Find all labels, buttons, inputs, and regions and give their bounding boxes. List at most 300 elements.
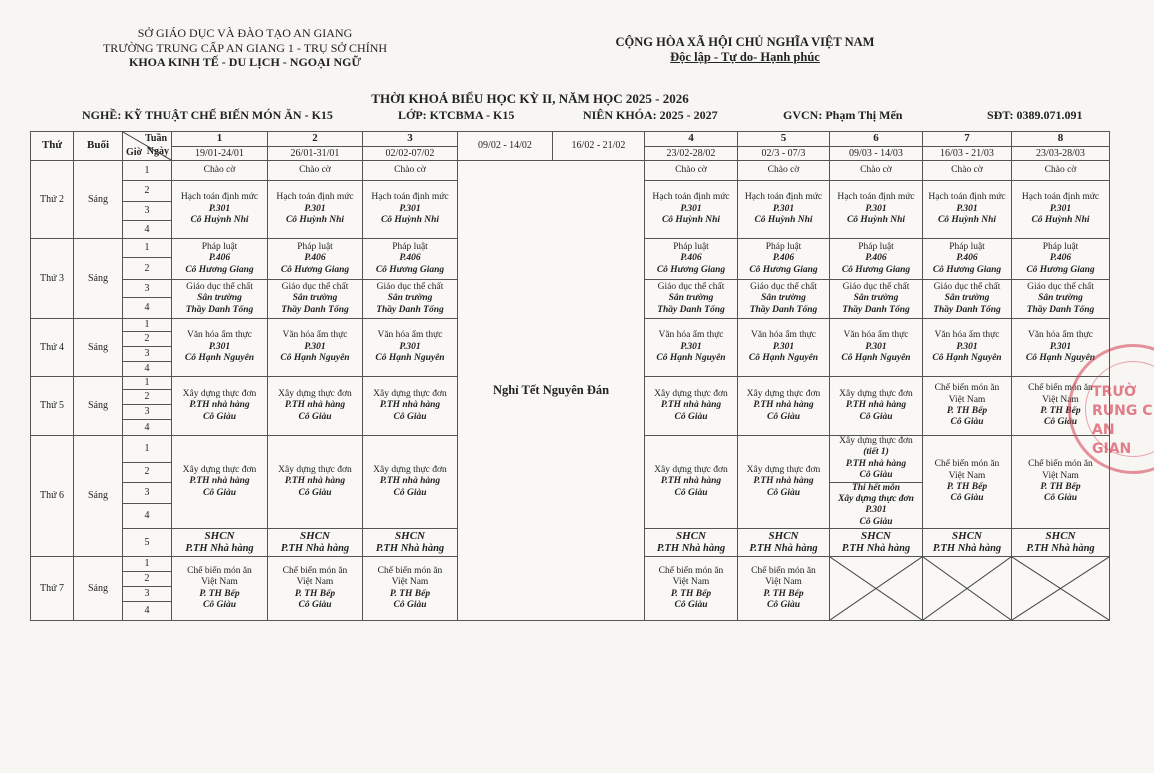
period-label: 2 xyxy=(144,185,150,196)
week-number: 2 xyxy=(312,132,318,145)
subject-teacher: Cô Hạnh Nguyên xyxy=(375,353,445,364)
class-slot xyxy=(1012,280,1110,319)
subject-room: P.301 xyxy=(956,203,978,214)
week-number: 1 xyxy=(216,132,223,145)
class-slot xyxy=(830,280,923,319)
subject-teacher: Cô Hạnh Nguyên xyxy=(656,353,726,364)
period-number xyxy=(123,557,172,572)
header-tuan-ngay-gio xyxy=(123,132,172,161)
period-label: 2 xyxy=(144,262,150,274)
subject-name-2: Việt Nam xyxy=(391,577,429,588)
subject-room: P.301 xyxy=(1049,203,1072,214)
subject-teacher: Cô Giàu xyxy=(298,487,332,498)
subject-teacher: Cô Giàu xyxy=(1044,493,1077,504)
header-department: SỞ GIÁO DỤC VÀ ĐÀO TẠO AN GIANG xyxy=(137,26,353,40)
week-date: 23/03-28/03 xyxy=(1036,147,1085,159)
header-week-3 xyxy=(363,132,458,147)
subject-name: SHCN xyxy=(1045,529,1076,542)
period-number xyxy=(123,239,172,258)
session-label: Sáng xyxy=(88,582,108,594)
period-label: 4 xyxy=(144,421,150,433)
header-date-5 xyxy=(553,132,645,161)
week-date: 19/01-24/01 xyxy=(195,147,244,159)
subject-room: P.301 xyxy=(304,341,326,352)
subject-room: P.301 xyxy=(208,341,231,352)
subject-name: Hạch toán định mức xyxy=(837,192,915,203)
subject-name: Xây dựng thực đơn xyxy=(278,388,352,399)
day-4 xyxy=(31,319,74,377)
subject-teacher: Cô Huỳnh Nhi xyxy=(661,215,721,226)
week-date: 02/3 - 07/3 xyxy=(761,147,806,159)
subject-name-2: Việt Nam xyxy=(201,577,238,588)
subject-name: Pháp luật xyxy=(949,241,985,252)
subject-room: P.301 xyxy=(772,203,795,214)
header-motto: Độc lập - Tự do- Hạnh phúc xyxy=(670,50,820,65)
subject-name: Xây dựng thực đơn xyxy=(839,436,913,446)
class-slot xyxy=(645,529,738,557)
subject-teacher: Cô Huỳnh Nhi xyxy=(190,215,249,226)
class-slot xyxy=(738,319,830,377)
subject-room: Sân trường xyxy=(197,293,242,304)
class-slot xyxy=(923,161,1012,181)
period-number xyxy=(123,529,172,557)
header-week-2 xyxy=(268,132,363,147)
period-label: 4 xyxy=(144,510,150,522)
period-number xyxy=(123,420,172,436)
crossed-empty-slot xyxy=(830,557,923,621)
class-slot xyxy=(738,557,830,621)
crossed-empty-slot xyxy=(1012,557,1110,621)
subject-name: Chế biến món ăn xyxy=(751,565,816,576)
class-slot xyxy=(830,319,923,377)
flag-ceremony: Chào cờ xyxy=(767,164,800,175)
subject-room: P.TH Nhà hàng xyxy=(749,542,818,554)
info-lop: LỚP: KTCBMA - K15 xyxy=(398,108,515,122)
subject-name: SHCN xyxy=(395,529,425,542)
subject-name: Văn hóa ẩm thực xyxy=(186,330,253,341)
exam-title: Thi hết môn xyxy=(851,482,901,493)
header-week-8 xyxy=(1012,132,1110,147)
subject-room: P.406 xyxy=(956,253,978,264)
class-slot xyxy=(923,239,1012,280)
class-slot xyxy=(738,280,830,319)
day-7 xyxy=(31,557,74,621)
subject-room: P. TH Bếp xyxy=(294,588,336,599)
subject-name: Xây dựng thực đơn xyxy=(182,388,257,399)
period-number xyxy=(123,390,172,405)
week-date: 26/01-31/01 xyxy=(290,147,340,159)
day-label: Thứ 7 xyxy=(39,582,65,594)
period-label: 1 xyxy=(144,442,150,454)
period-label: 1 xyxy=(144,377,150,388)
session-label: Sáng xyxy=(88,193,108,205)
period-label: 3 xyxy=(144,588,150,600)
class-slot xyxy=(268,529,363,557)
class-slot xyxy=(172,181,268,239)
subject-name: Hạch toán định mức xyxy=(180,192,259,203)
header-date-4 xyxy=(458,132,553,161)
subject-room: P. TH Bếp xyxy=(946,482,988,493)
subject-name: Hạch toán định mức xyxy=(276,192,354,203)
subject-name: SHCN xyxy=(676,529,706,542)
session-label: Sáng xyxy=(88,341,108,353)
period-label: 2 xyxy=(144,466,150,478)
timetable xyxy=(30,131,1110,621)
class-slot xyxy=(363,529,458,557)
week-number: 6 xyxy=(873,132,879,145)
class-slot xyxy=(645,239,738,280)
stamp-text: TRƯỜ RUNG C AN GIAN xyxy=(1092,384,1153,457)
subject-name: Giáo dục thể chất xyxy=(750,281,817,292)
period-number xyxy=(123,462,172,482)
class-slot xyxy=(738,161,830,181)
period-number xyxy=(123,280,172,298)
subject-name: Chế biến món ăn xyxy=(658,565,724,576)
subject-name: Chế biến món ăn xyxy=(934,459,1000,470)
subject-room: P.TH Nhà hàng xyxy=(185,542,254,554)
header-date xyxy=(172,147,268,161)
subject-room: P.406 xyxy=(772,253,795,264)
header-week-6 xyxy=(830,132,923,147)
subject-name: Giáo dục thể chất xyxy=(281,281,349,292)
subject-teacher: Thầy Danh Tống xyxy=(657,304,725,315)
subject-room: P. TH Bếp xyxy=(946,406,988,416)
subject-teacher: Cô Giàu xyxy=(674,600,708,611)
session-label: Sáng xyxy=(88,400,108,411)
period-number xyxy=(123,181,172,202)
flag-ceremony: Chào cờ xyxy=(860,164,892,175)
session xyxy=(74,377,123,436)
subject-teacher: Cô Hạnh Nguyên xyxy=(841,353,911,364)
subject-name: Chế biến món ăn xyxy=(187,565,252,576)
header-buoi-label: Buổi xyxy=(86,139,109,152)
week-number: 8 xyxy=(1057,132,1064,145)
subject-name: Xây dựng thực đơn xyxy=(182,464,257,475)
subject-teacher: Cô Huỳnh Nhi xyxy=(1031,215,1090,226)
holiday-label: Nghỉ Tết Nguyên Đán xyxy=(492,383,610,398)
subject-teacher: Cô Hương Giang xyxy=(1026,264,1095,275)
period-number xyxy=(123,377,172,390)
class-slot xyxy=(268,436,363,529)
class-slot xyxy=(363,557,458,621)
subject-name: Xây dựng thực đơn xyxy=(654,464,728,475)
subject-room: P.301 xyxy=(399,341,421,352)
subject-room: P.TH nhà hàng xyxy=(845,400,907,411)
subject-room: P.TH nhà hàng xyxy=(379,476,441,487)
subject-teacher: Cô Hạnh Nguyên xyxy=(748,353,819,364)
week-number: 3 xyxy=(407,132,413,145)
subject-name: Chế biến món ăn xyxy=(377,565,443,576)
subject-teacher: Cô Giàu xyxy=(859,411,893,422)
header-buoi xyxy=(74,132,123,161)
subject-name: Xây dựng thực đơn xyxy=(373,464,447,475)
subject-note: (tiết 1) xyxy=(863,447,889,458)
subject-name: Xây dựng thực đơn xyxy=(373,388,447,399)
header-week-7 xyxy=(923,132,1012,147)
subject-teacher: Cô Hương Giang xyxy=(185,264,254,275)
flag-ceremony: Chào cờ xyxy=(1044,164,1077,175)
subject-teacher: Thầy Danh Tống xyxy=(185,304,254,315)
class-slot xyxy=(923,529,1012,557)
header-faculty: KHOA KINH TẾ - DU LỊCH - NGOẠI NGỮ xyxy=(128,55,362,70)
period-number xyxy=(123,602,172,621)
period-number xyxy=(123,332,172,347)
subject-name: Văn hóa ẩm thực xyxy=(1027,330,1094,341)
subject-room: P.406 xyxy=(399,253,421,264)
subject-room: Sân trường xyxy=(668,293,714,304)
subject-room: P.301 xyxy=(865,505,887,516)
subject-teacher: Cô Huỳnh Nhi xyxy=(754,215,813,226)
period-number xyxy=(123,319,172,332)
class-slot xyxy=(738,181,830,239)
period-number xyxy=(123,572,172,587)
exam-slot xyxy=(830,482,923,529)
subject-room: P.406 xyxy=(680,253,702,264)
session xyxy=(74,239,123,319)
class-slot xyxy=(172,377,268,436)
class-slot xyxy=(738,377,830,436)
subject-name: Chế biến món ăn xyxy=(1028,383,1093,394)
header-school: TRƯỜNG TRUNG CẤP AN GIANG 1 - TRỤ SỞ CHÍNH xyxy=(102,40,388,55)
subject-room: Sân trường xyxy=(292,293,338,304)
class-slot xyxy=(738,529,830,557)
session xyxy=(74,319,123,377)
subject-room: P.TH Nhà hàng xyxy=(280,542,350,554)
header-date xyxy=(1012,147,1110,161)
header-nation: CỘNG HÒA XÃ HỘI CHỦ NGHĨA VIỆT NAM xyxy=(615,35,875,49)
class-slot xyxy=(923,280,1012,319)
class-slot xyxy=(830,436,923,483)
period-label: 2 xyxy=(144,573,150,585)
class-slot xyxy=(830,181,923,239)
subject-teacher: Thầy Danh Tống xyxy=(933,304,1001,315)
period-label: 3 xyxy=(144,205,150,216)
subject-room: P.406 xyxy=(208,253,231,264)
subject-name: Giáo dục thể chất xyxy=(376,281,444,292)
header-gio: Giờ xyxy=(126,147,143,158)
class-slot xyxy=(172,161,268,181)
subject-name: Giáo dục thể chất xyxy=(657,281,725,292)
class-slot xyxy=(268,377,363,436)
class-slot xyxy=(268,181,363,239)
period-number xyxy=(123,362,172,377)
class-slot xyxy=(363,181,458,239)
subject-name: Pháp luật xyxy=(1042,241,1079,252)
day-label: Thứ 6 xyxy=(39,490,65,502)
period-number xyxy=(123,482,172,504)
subject-room: P.301 xyxy=(956,341,978,352)
subject-name: Văn hóa ẩm thực xyxy=(377,330,443,341)
class-slot xyxy=(1012,239,1110,280)
session xyxy=(74,557,123,621)
subject-name: Văn hóa ẩm thực xyxy=(282,330,348,341)
class-slot xyxy=(738,239,830,280)
subject-room: P.TH nhà hàng xyxy=(284,400,346,411)
subject-teacher: Cô Giàu xyxy=(859,516,893,527)
class-slot xyxy=(363,161,458,181)
subject-teacher: Cô Giàu xyxy=(393,487,427,498)
subject-teacher: Cô Hạnh Nguyên xyxy=(184,353,255,364)
subject-name: Pháp luật xyxy=(297,241,333,252)
period-label: 4 xyxy=(144,605,150,617)
header-week-1 xyxy=(172,132,268,147)
subject-name: Pháp luật xyxy=(673,241,709,252)
class-slot xyxy=(268,161,363,181)
period-label: 2 xyxy=(144,391,150,402)
subject-teacher: Thầy Danh Tống xyxy=(376,304,444,315)
class-slot xyxy=(363,436,458,529)
subject-name: Hạch toán định mức xyxy=(371,192,449,203)
session-label: Sáng xyxy=(88,272,108,284)
subject-teacher: Cô Giàu xyxy=(950,493,984,504)
subject-room: Sân trường xyxy=(944,293,990,304)
subject-teacher: Cô Hạnh Nguyên xyxy=(932,353,1002,364)
subject-teacher: Cô Hạnh Nguyên xyxy=(280,353,350,364)
info-gvcn: GVCN: Phạm Thị Mến xyxy=(783,108,903,122)
subject-teacher: Cô Huỳnh Nhi xyxy=(937,215,997,226)
subject-teacher: Cô Giàu xyxy=(674,411,708,422)
header-date xyxy=(645,147,738,161)
header-date xyxy=(268,147,363,161)
class-slot xyxy=(923,181,1012,239)
week-number: 4 xyxy=(688,132,694,145)
info-nien-khoa: NIÊN KHÓA: 2025 - 2027 xyxy=(583,108,718,122)
header-ngay: Ngày xyxy=(146,146,169,157)
class-slot xyxy=(172,529,268,557)
subject-name: Giáo dục thể chất xyxy=(186,281,253,292)
day-3 xyxy=(31,239,74,319)
day-label: Thứ 5 xyxy=(39,400,65,411)
class-slot xyxy=(1012,529,1110,557)
subject-teacher: Cô Hương Giang xyxy=(656,264,726,275)
class-slot xyxy=(268,319,363,377)
subject-teacher: Cô Giàu xyxy=(767,600,800,611)
info-nghe: NGHỀ: KỸ THUẬT CHẾ BIẾN MÓN ĂN - K15 xyxy=(82,108,333,122)
subject-name: Giáo dục thể chất xyxy=(1027,281,1094,292)
week-date: 02/02-07/02 xyxy=(385,147,435,159)
header-date xyxy=(830,147,923,161)
period-number xyxy=(123,221,172,239)
subject-teacher: Thầy Danh Tống xyxy=(281,304,349,315)
subject-room: P.301 xyxy=(772,341,795,352)
subject-name-2: Việt Nam xyxy=(948,394,986,405)
subject-room: P.TH nhà hàng xyxy=(379,400,441,411)
subject-name-2: Việt Nam xyxy=(1042,470,1079,481)
period-label: 1 xyxy=(144,558,150,570)
period-number xyxy=(123,405,172,420)
period-number xyxy=(123,347,172,362)
subject-room: P.301 xyxy=(865,203,887,214)
subject-room: P.301 xyxy=(680,341,702,352)
subject-teacher: Thầy Danh Tống xyxy=(749,304,818,315)
day-6 xyxy=(31,436,74,557)
subject-teacher: Cô Giàu xyxy=(767,411,800,422)
subject-name: Xây dựng thực đơn xyxy=(839,388,913,399)
subject-name: Pháp luật xyxy=(392,241,428,252)
period-label: 3 xyxy=(144,486,150,498)
subject-room: P.TH nhà hàng xyxy=(753,400,814,411)
subject-name: Pháp luật xyxy=(765,241,802,252)
subject-name-2: Việt Nam xyxy=(296,577,334,588)
period-label: 5 xyxy=(144,536,150,548)
header-tuan: Tuần xyxy=(145,133,167,144)
subject-name: Xây dựng thực đơn xyxy=(654,388,728,399)
class-slot xyxy=(268,239,363,280)
period-label: 3 xyxy=(144,282,150,294)
class-slot xyxy=(645,181,738,239)
class-slot xyxy=(172,557,268,621)
header-date xyxy=(363,147,458,161)
class-slot xyxy=(645,161,738,181)
subject-room: P.TH Nhà hàng xyxy=(841,542,911,554)
subject-room: P.301 xyxy=(208,203,231,214)
subject-room: P.TH nhà hàng xyxy=(660,476,722,487)
subject-room: P.301 xyxy=(1049,341,1072,352)
subject-room: P.301 xyxy=(680,203,702,214)
class-slot xyxy=(830,161,923,181)
subject-name: Văn hóa ẩm thực xyxy=(843,330,909,341)
subject-name: Giáo dục thể chất xyxy=(842,281,910,292)
subject-room: P. TH Bếp xyxy=(1040,406,1081,416)
subject-room: P.TH nhà hàng xyxy=(845,458,907,469)
subject-name-2: Việt Nam xyxy=(765,577,802,588)
subject-teacher: Cô Huỳnh Nhi xyxy=(285,215,345,226)
day-5 xyxy=(31,377,74,436)
period-label: 4 xyxy=(144,363,150,374)
header-date xyxy=(738,147,830,161)
day-2 xyxy=(31,161,74,239)
subject-name: SHCN xyxy=(952,529,982,542)
period-number xyxy=(123,258,172,280)
class-slot xyxy=(923,377,1012,436)
class-slot xyxy=(268,557,363,621)
subject-room: P.TH Nhà hàng xyxy=(375,542,445,554)
subject-room: P.TH Nhà hàng xyxy=(932,542,1002,554)
class-slot xyxy=(645,557,738,621)
subject-room: P. TH Bếp xyxy=(389,588,431,599)
subject-room: P.TH nhà hàng xyxy=(189,476,250,487)
subject-teacher: Cô Hương Giang xyxy=(280,264,350,275)
class-slot xyxy=(645,377,738,436)
week-number: 5 xyxy=(780,132,787,145)
period-label: 1 xyxy=(144,242,150,253)
subject-teacher: Cô Giàu xyxy=(393,600,427,611)
subject-room: P. TH Bếp xyxy=(763,588,804,599)
class-slot xyxy=(830,239,923,280)
period-number xyxy=(123,436,172,463)
week-date: 09/03 - 14/03 xyxy=(849,147,903,159)
subject-name: Văn hóa ẩm thực xyxy=(750,330,817,341)
period-number xyxy=(123,504,172,529)
subject-name: Chế biến món ăn xyxy=(1028,459,1093,470)
info-sdt: SĐT: 0389.071.091 xyxy=(987,108,1083,122)
subject-room: P.406 xyxy=(304,253,326,264)
week-date: 16/03 - 21/03 xyxy=(940,147,994,159)
subject-room: P.TH nhà hàng xyxy=(753,476,814,487)
header-week-5 xyxy=(738,132,830,147)
period-label: 3 xyxy=(144,348,150,359)
subject-name: SHCN xyxy=(204,529,235,542)
page-title: THỜI KHOÁ BIỂU HỌC KỲ II, NĂM HỌC 2025 - 2026 xyxy=(371,91,689,106)
subject-name: Giáo dục thể chất xyxy=(933,281,1001,292)
period-label: 1 xyxy=(144,164,150,176)
subject-name: Chế biến món ăn xyxy=(282,565,348,576)
class-slot xyxy=(645,319,738,377)
period-label: 2 xyxy=(144,333,150,344)
subject-name: SHCN xyxy=(300,529,330,542)
day-label: Thứ 4 xyxy=(39,341,65,353)
week-date: 09/02 - 14/02 xyxy=(478,140,532,151)
